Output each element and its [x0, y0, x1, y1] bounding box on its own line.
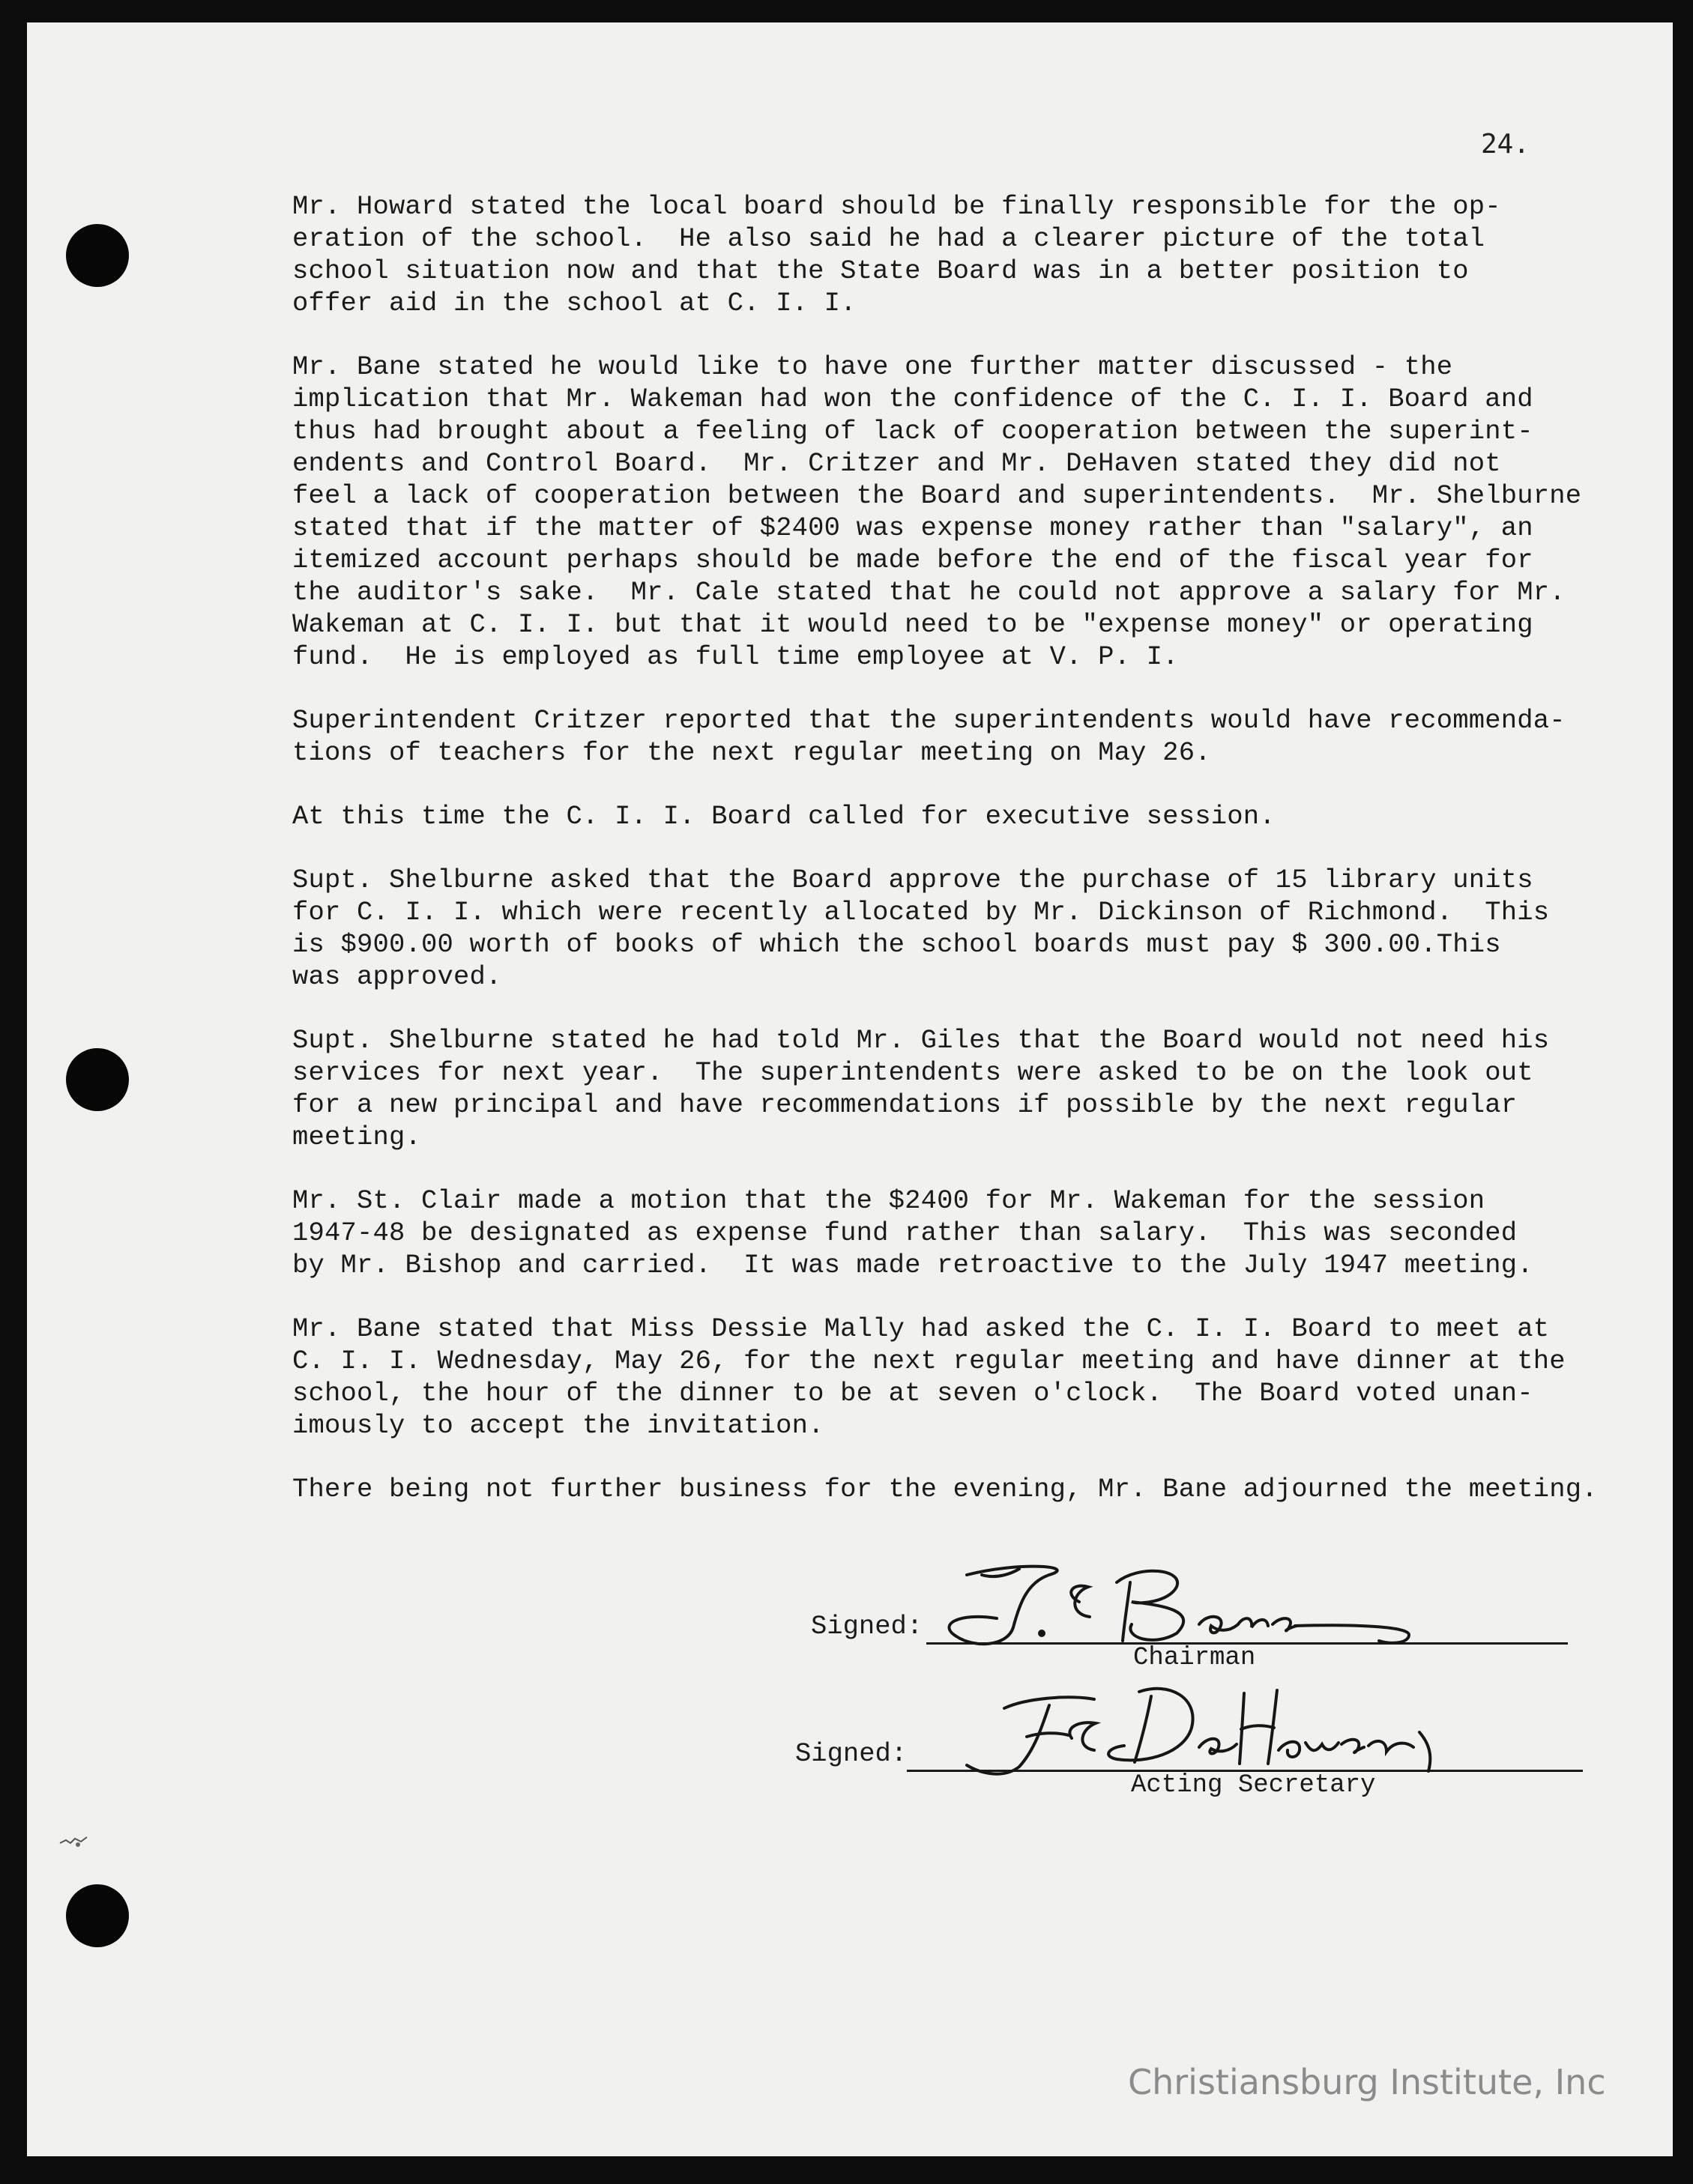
- punch-hole-top: [66, 224, 129, 287]
- punch-hole-bottom: [66, 1884, 129, 1947]
- paragraph-executive-session: At this time the C. I. I. Board called for executive session.: [292, 801, 1276, 832]
- signature-title-secretary: Acting Secretary: [1131, 1771, 1376, 1800]
- paragraph-stclair-motion: Mr. St. Clair made a motion that the $2400 for Mr. Wakeman for the session 1947-48 be designated as expense fund rather than salary. This was seconded by Mr. Bishop and carried. It was made retroactive to the July 1947 meeting.: [292, 1185, 1533, 1280]
- meeting-minutes-body: [292, 190, 1611, 1537]
- paragraph-bane-cooperation: Mr. Bane stated he would like to have one further matter discussed - the implication that Mr. Wakeman had won the confidence of the C. I. I. Board and thus had brought about a feeling of lack of cooperation between the superint- endents and Control Board. Mr. Critzer and Mr. DeHaven stated they did not feel a lack of cooperation between the Board and superintendents. Mr. Shelburne stated that if the matter of $2400 was expense money rather than "salary", an itemized account perhaps should be made before the end of the fiscal year for the auditor's sake. Mr. Cale stated that he could not approve a salary for Mr. Wakeman at C. I. I. but that it would need to be "expense money" or operating fund. He is employed as full time employee at V. P. I.: [292, 351, 1582, 672]
- signature-title-chairman: Chairman: [1133, 1644, 1256, 1672]
- paragraph-critzer-recommendations: Superintendent Critzer reported that the superintendents would have recommenda- tions of teachers for the next regular meeting on May 26.: [292, 705, 1566, 768]
- signed-label: Signed:: [811, 1611, 923, 1642]
- punch-hole-middle: [66, 1048, 129, 1111]
- signature-block-secretary: [0, 1672, 1693, 1800]
- signed-label: Signed:: [795, 1738, 908, 1769]
- paragraph-adjournment: There being not further business for the evening, Mr. Bane adjourned the meeting.: [292, 1474, 1598, 1504]
- ink-speck: [58, 1834, 88, 1852]
- handwritten-signature-secretary: [922, 1675, 1461, 1780]
- paragraph-principal-search: Supt. Shelburne stated he had told Mr. Giles that the Board would not need his services for next year. The superintendents were asked to be on the look out for a new principal and have recommendations if possible by the next regular meeting.: [292, 1025, 1550, 1152]
- signature-block-chairman: [0, 1545, 1693, 1672]
- archive-watermark: Christiansburg Institute, Inc: [1128, 2062, 1606, 2102]
- paragraph-dinner-invitation: Mr. Bane stated that Miss Dessie Mally had asked the C. I. I. Board to meet at C. I. I. Wednesday, May 26, for the next regular meeting and have dinner at the school, the hour of the dinner to be at seven o'clock. The Board voted unan- imously to accept the invitation.: [292, 1313, 1566, 1441]
- handwritten-signature-chairman: [929, 1552, 1499, 1657]
- page-number: 24.: [1481, 129, 1530, 160]
- paragraph-howard-statement: Mr. Howard stated the local board should be finally responsible for the op- eration of the school. He also said he had a clearer picture of the total school situation now and that the State Board was in a better position to offer aid in the school at C. I. I.: [292, 191, 1501, 318]
- paragraph-library-units: Supt. Shelburne asked that the Board approve the purchase of 15 library units for C. I. I. which were recently allocated by Mr. Dickinson of Richmond. This is $900.00 worth of books of which the school boards must pay $ 300.00.This was approved.: [292, 865, 1550, 992]
